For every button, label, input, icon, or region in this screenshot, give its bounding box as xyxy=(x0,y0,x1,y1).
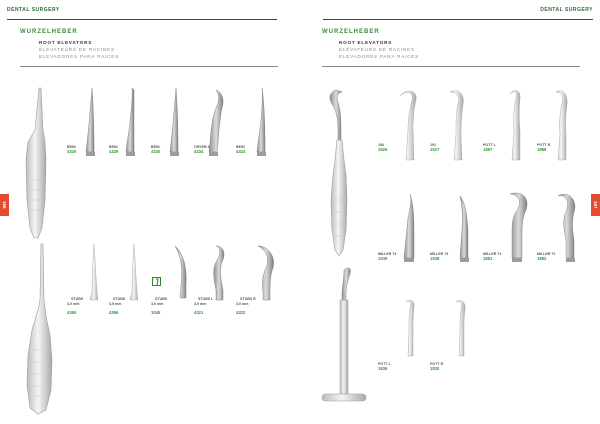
bein-blade-4324 xyxy=(257,88,266,156)
item-code: 4324 xyxy=(236,149,246,155)
elevator-handle-stubs xyxy=(27,244,52,414)
item-bein-4320 xyxy=(67,145,76,155)
page-number-tab: 166 xyxy=(0,194,9,216)
item-code: 4321 xyxy=(194,310,204,316)
item-name: STUBS 3,5 mm xyxy=(109,297,126,306)
item-code: 1881 xyxy=(483,256,493,262)
pott-elevator-large xyxy=(330,90,347,256)
page-number-tab: 167 xyxy=(591,194,600,216)
item-name: MILLER 73 xyxy=(378,252,397,256)
left-hand-icon xyxy=(152,277,161,286)
miller-74-1538 xyxy=(460,196,469,262)
item-miller-71-1881 xyxy=(483,252,501,262)
item-code: 1887 xyxy=(483,147,493,153)
stubs-l-blade-4321 xyxy=(214,246,224,300)
item-pott-r-1830 xyxy=(430,362,443,372)
item-190-1526 xyxy=(378,143,387,153)
subtitle-es: ELEVADORES PARA RAICES xyxy=(339,54,419,59)
item-stubs-r-4322 xyxy=(236,293,256,324)
item-name: 190 xyxy=(378,143,384,147)
item-name: BEIN xyxy=(151,145,160,149)
stubs-blade-1045 xyxy=(175,246,186,298)
item-code: 4365 xyxy=(67,310,77,316)
subtitle-en: ROOT ELEVATORS xyxy=(339,40,393,45)
running-header: DENTAL SURGERY xyxy=(7,7,60,13)
section-title: WURZELHEBER xyxy=(322,29,380,35)
bein-blade-4320 xyxy=(86,88,95,156)
item-code: 1526 xyxy=(378,147,388,153)
item-stubs-4365 xyxy=(67,293,83,324)
item-name: STUBS 3,0 mm xyxy=(67,297,84,306)
subtitle-fr: ÉLÉVATEURS DE RACINES xyxy=(39,47,115,52)
pott-r-1888 xyxy=(556,91,567,160)
item-name: 191 xyxy=(430,143,436,147)
bein-blade-4330 xyxy=(170,88,179,156)
item-name: MILLER 72 xyxy=(537,252,556,256)
item-name: POTT R xyxy=(430,362,444,366)
item-name: MILLER 74 xyxy=(430,252,449,256)
pott-r-1830 xyxy=(456,300,465,356)
running-header: DENTAL SURGERY xyxy=(540,7,593,13)
elevator-191 xyxy=(450,91,463,160)
item-name: STUBS R 3,0 mm xyxy=(236,297,256,306)
item-stubs-l-4321 xyxy=(194,293,213,324)
item-code: 1882 xyxy=(537,256,547,262)
item-code: 4334 xyxy=(194,149,204,155)
item-code: 4366 xyxy=(109,310,119,316)
item-pott-l-1836 xyxy=(378,362,391,372)
item-bein-4324 xyxy=(236,145,245,155)
item-pott-r-1888 xyxy=(537,143,550,153)
subtitle-es: ELEVADORES PARA RAICES xyxy=(39,54,119,59)
item-name: STUBS 3,0 mm xyxy=(151,297,168,306)
item-stubs-1045 xyxy=(151,293,167,324)
item-stubs-4366 xyxy=(109,293,125,324)
miller-73-1539 xyxy=(404,194,414,262)
item-name: BEIN xyxy=(67,145,76,149)
item-code: 4322 xyxy=(236,310,246,316)
pott-l-1887 xyxy=(510,91,520,160)
item-miller-74-1538 xyxy=(430,252,448,262)
stubs-r-blade-4322 xyxy=(258,246,274,300)
stubs-blade-4365 xyxy=(90,244,98,300)
item-miller-72-1882 xyxy=(537,252,555,262)
item-code: 1539 xyxy=(378,256,388,262)
item-code: 4330 xyxy=(151,149,161,155)
subtitle-fr: ÉLÉVATEURS DE RACINES xyxy=(339,47,415,52)
stubs-blade-4366 xyxy=(130,244,138,300)
elevator-handle-large xyxy=(26,88,46,238)
item-code: 1830 xyxy=(430,366,440,372)
item-name: STUBS L 3,0 mm xyxy=(194,297,214,306)
subtitle-en: ROOT ELEVATORS xyxy=(39,40,93,45)
item-bein-4329 xyxy=(109,145,118,155)
item-code: 1538 xyxy=(430,256,440,262)
item-code: 1836 xyxy=(378,366,388,372)
item-pott-l-1887 xyxy=(483,143,496,153)
item-code: 4329 xyxy=(109,149,119,155)
right-page xyxy=(300,0,600,424)
item-name: CRYER 4 xyxy=(194,145,210,149)
item-name: BEIN xyxy=(236,145,245,149)
instrument-illustrations xyxy=(300,0,600,424)
item-name: POTT L xyxy=(483,143,496,147)
item-code: 1888 xyxy=(537,147,547,153)
item-name: MILLER 71 xyxy=(483,252,502,256)
item-name: BEIN xyxy=(109,145,118,149)
cryer-blade-4334 xyxy=(209,90,223,156)
item-code: 1527 xyxy=(430,147,440,153)
miller-71-1881 xyxy=(510,193,527,262)
item-bein-4330 xyxy=(151,145,160,155)
miller-72-1882 xyxy=(558,194,575,262)
section-title: WURZELHEBER xyxy=(20,29,78,35)
bein-blade-4329 xyxy=(126,88,135,156)
pott-l-1836 xyxy=(406,300,414,356)
item-miller-73-1539 xyxy=(378,252,396,262)
item-code: 1045 xyxy=(151,310,161,316)
item-191-1527 xyxy=(430,143,439,153)
t-bar-elevator xyxy=(322,268,366,401)
item-cryer-4334 xyxy=(194,145,209,155)
item-name: POTT L xyxy=(378,362,391,366)
item-name: POTT R xyxy=(537,143,551,147)
item-code: 4320 xyxy=(67,149,77,155)
elevator-190 xyxy=(400,91,416,160)
